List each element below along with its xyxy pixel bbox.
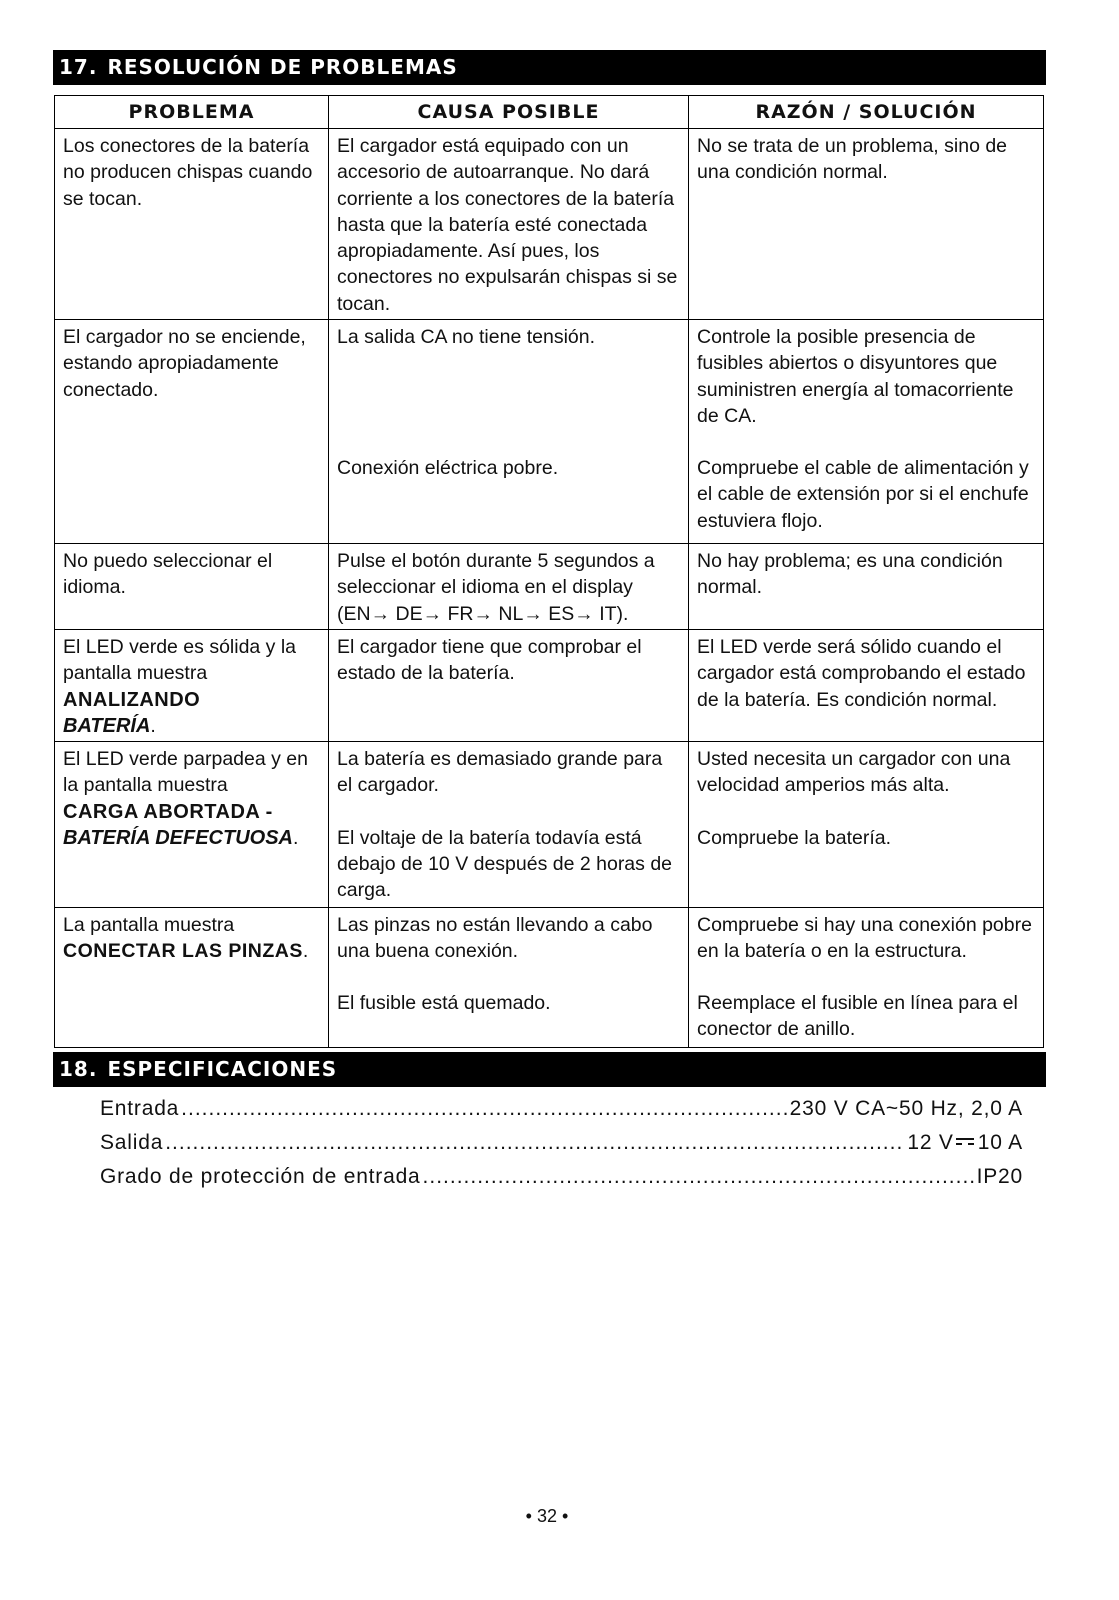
solution-cell: Compruebe la batería. bbox=[689, 825, 1044, 908]
display-message: BATERÍA bbox=[63, 714, 151, 737]
spec-row-protection bbox=[100, 1165, 1023, 1199]
column-header-cause: CAUSA POSIBLE bbox=[329, 96, 689, 129]
table-row bbox=[55, 742, 1044, 825]
page-number: • 32 • bbox=[525, 1506, 569, 1526]
solution-cell: El LED verde será sólido cuando el cargador está comprobando el estado de la batería. Es condición normal. bbox=[689, 630, 1044, 742]
table-row bbox=[55, 544, 1044, 630]
cause-cell: El voltaje de la batería todavía está debajo de 10 V después de 2 horas de carga. bbox=[329, 825, 689, 908]
problem-cell: Los conectores de la batería no producen chispas cuando se tocan. bbox=[55, 129, 329, 320]
display-message: CONECTAR LAS PINZAS bbox=[63, 940, 303, 963]
table-row bbox=[55, 431, 1044, 544]
solution-cell: No se trata de un problema, sino de una condición normal. bbox=[689, 129, 1044, 320]
problem-cell: El cargador no se enciende, estando apropiadamente conectado. bbox=[55, 320, 329, 432]
table-row bbox=[55, 970, 1044, 1048]
leader-dots bbox=[165, 1131, 905, 1155]
section-header-specifications bbox=[53, 1052, 1046, 1087]
leader-dots bbox=[181, 1097, 787, 1121]
table-row bbox=[55, 907, 1044, 970]
spec-row-output bbox=[100, 1131, 1023, 1165]
spec-label: Salida bbox=[100, 1131, 164, 1154]
table-row bbox=[55, 129, 1044, 320]
display-message: CARGA ABORTADA - bbox=[63, 800, 273, 823]
cause-cell: Las pinzas no están llevando a cabo una buena conexión. bbox=[329, 907, 689, 970]
solution-cell: No hay problema; es una condición normal. bbox=[689, 544, 1044, 630]
problem-cell: La pantalla muestra CONECTAR LAS PINZAS. bbox=[55, 907, 329, 970]
section-title: RESOLUCIÓN DE PROBLEMAS bbox=[107, 55, 458, 79]
problem-cell: No puedo seleccionar el idioma. bbox=[55, 544, 329, 630]
cause-cell: La salida CA no tiene tensión. bbox=[329, 320, 689, 432]
section-number: 17. bbox=[59, 55, 98, 79]
spec-value: 12 V 10 A bbox=[907, 1131, 1023, 1154]
specifications-list bbox=[100, 1097, 1023, 1199]
problem-cell: El LED verde parpadea y en la pantalla muestra CARGA ABORTADA - bbox=[55, 742, 329, 825]
solution-cell: Compruebe si hay una conexión pobre en la batería o en la estructura. bbox=[689, 907, 1044, 970]
problem-cell: BATERÍA DEFECTUOSA. bbox=[55, 825, 329, 908]
cause-cell: El cargador está equipado con un accesorio de autoarranque. No dará corriente a los conectores de la batería hasta que la batería esté conectada apropiadamente. Así pues, los conectores no expulsarán chispas si se tocan. bbox=[329, 129, 689, 320]
column-header-problem: PROBLEMA bbox=[55, 96, 329, 129]
solution-cell: Usted necesita un cargador con una velocidad amperios más alta. bbox=[689, 742, 1044, 825]
problem-cell bbox=[55, 431, 329, 544]
section-header-troubleshooting bbox=[53, 50, 1046, 85]
display-message: ANALIZANDO bbox=[63, 688, 201, 711]
solution-cell: Controle la posible presencia de fusibles abiertos o disyuntores que suministren energía al tomacorriente de CA. bbox=[689, 320, 1044, 432]
spec-label: Grado de protección de entrada bbox=[100, 1165, 421, 1188]
display-message: BATERÍA DEFECTUOSA bbox=[63, 826, 293, 849]
table-row bbox=[55, 320, 1044, 432]
spec-label: Entrada bbox=[100, 1097, 180, 1120]
table-header-row bbox=[55, 96, 1044, 129]
solution-cell: Compruebe el cable de alimentación y el cable de extensión por si el enchufe estuviera flojo. bbox=[689, 431, 1044, 544]
section-number: 18. bbox=[59, 1057, 98, 1081]
spec-row-input bbox=[100, 1097, 1023, 1131]
dc-current-icon bbox=[956, 1138, 974, 1147]
cause-cell: El fusible está quemado. bbox=[329, 970, 689, 1048]
cause-cell: La batería es demasiado grande para el cargador. bbox=[329, 742, 689, 825]
spec-value: 230 V CA~50 Hz, 2,0 A bbox=[789, 1097, 1023, 1120]
section-title: ESPECIFICACIONES bbox=[107, 1057, 338, 1081]
solution-cell: Reemplace el fusible en línea para el conector de anillo. bbox=[689, 970, 1044, 1048]
troubleshooting-table bbox=[54, 95, 1044, 1048]
cause-cell: El cargador tiene que comprobar el estado de la batería. bbox=[329, 630, 689, 742]
table-row bbox=[55, 630, 1044, 742]
spec-value: IP20 bbox=[976, 1165, 1023, 1188]
cause-cell: Conexión eléctrica pobre. bbox=[329, 431, 689, 544]
table-row bbox=[55, 825, 1044, 908]
cause-cell: Pulse el botón durante 5 segundos a seleccionar el idioma en el display (EN→ DE→ FR→ NL→ ES→ IT). bbox=[329, 544, 689, 630]
problem-cell: El LED verde es sólida y la pantalla muestra ANALIZANDO BATERÍA. bbox=[55, 630, 329, 742]
leader-dots bbox=[423, 1165, 975, 1189]
problem-cell bbox=[55, 970, 329, 1048]
column-header-solution: RAZÓN / SOLUCIÓN bbox=[689, 96, 1044, 129]
